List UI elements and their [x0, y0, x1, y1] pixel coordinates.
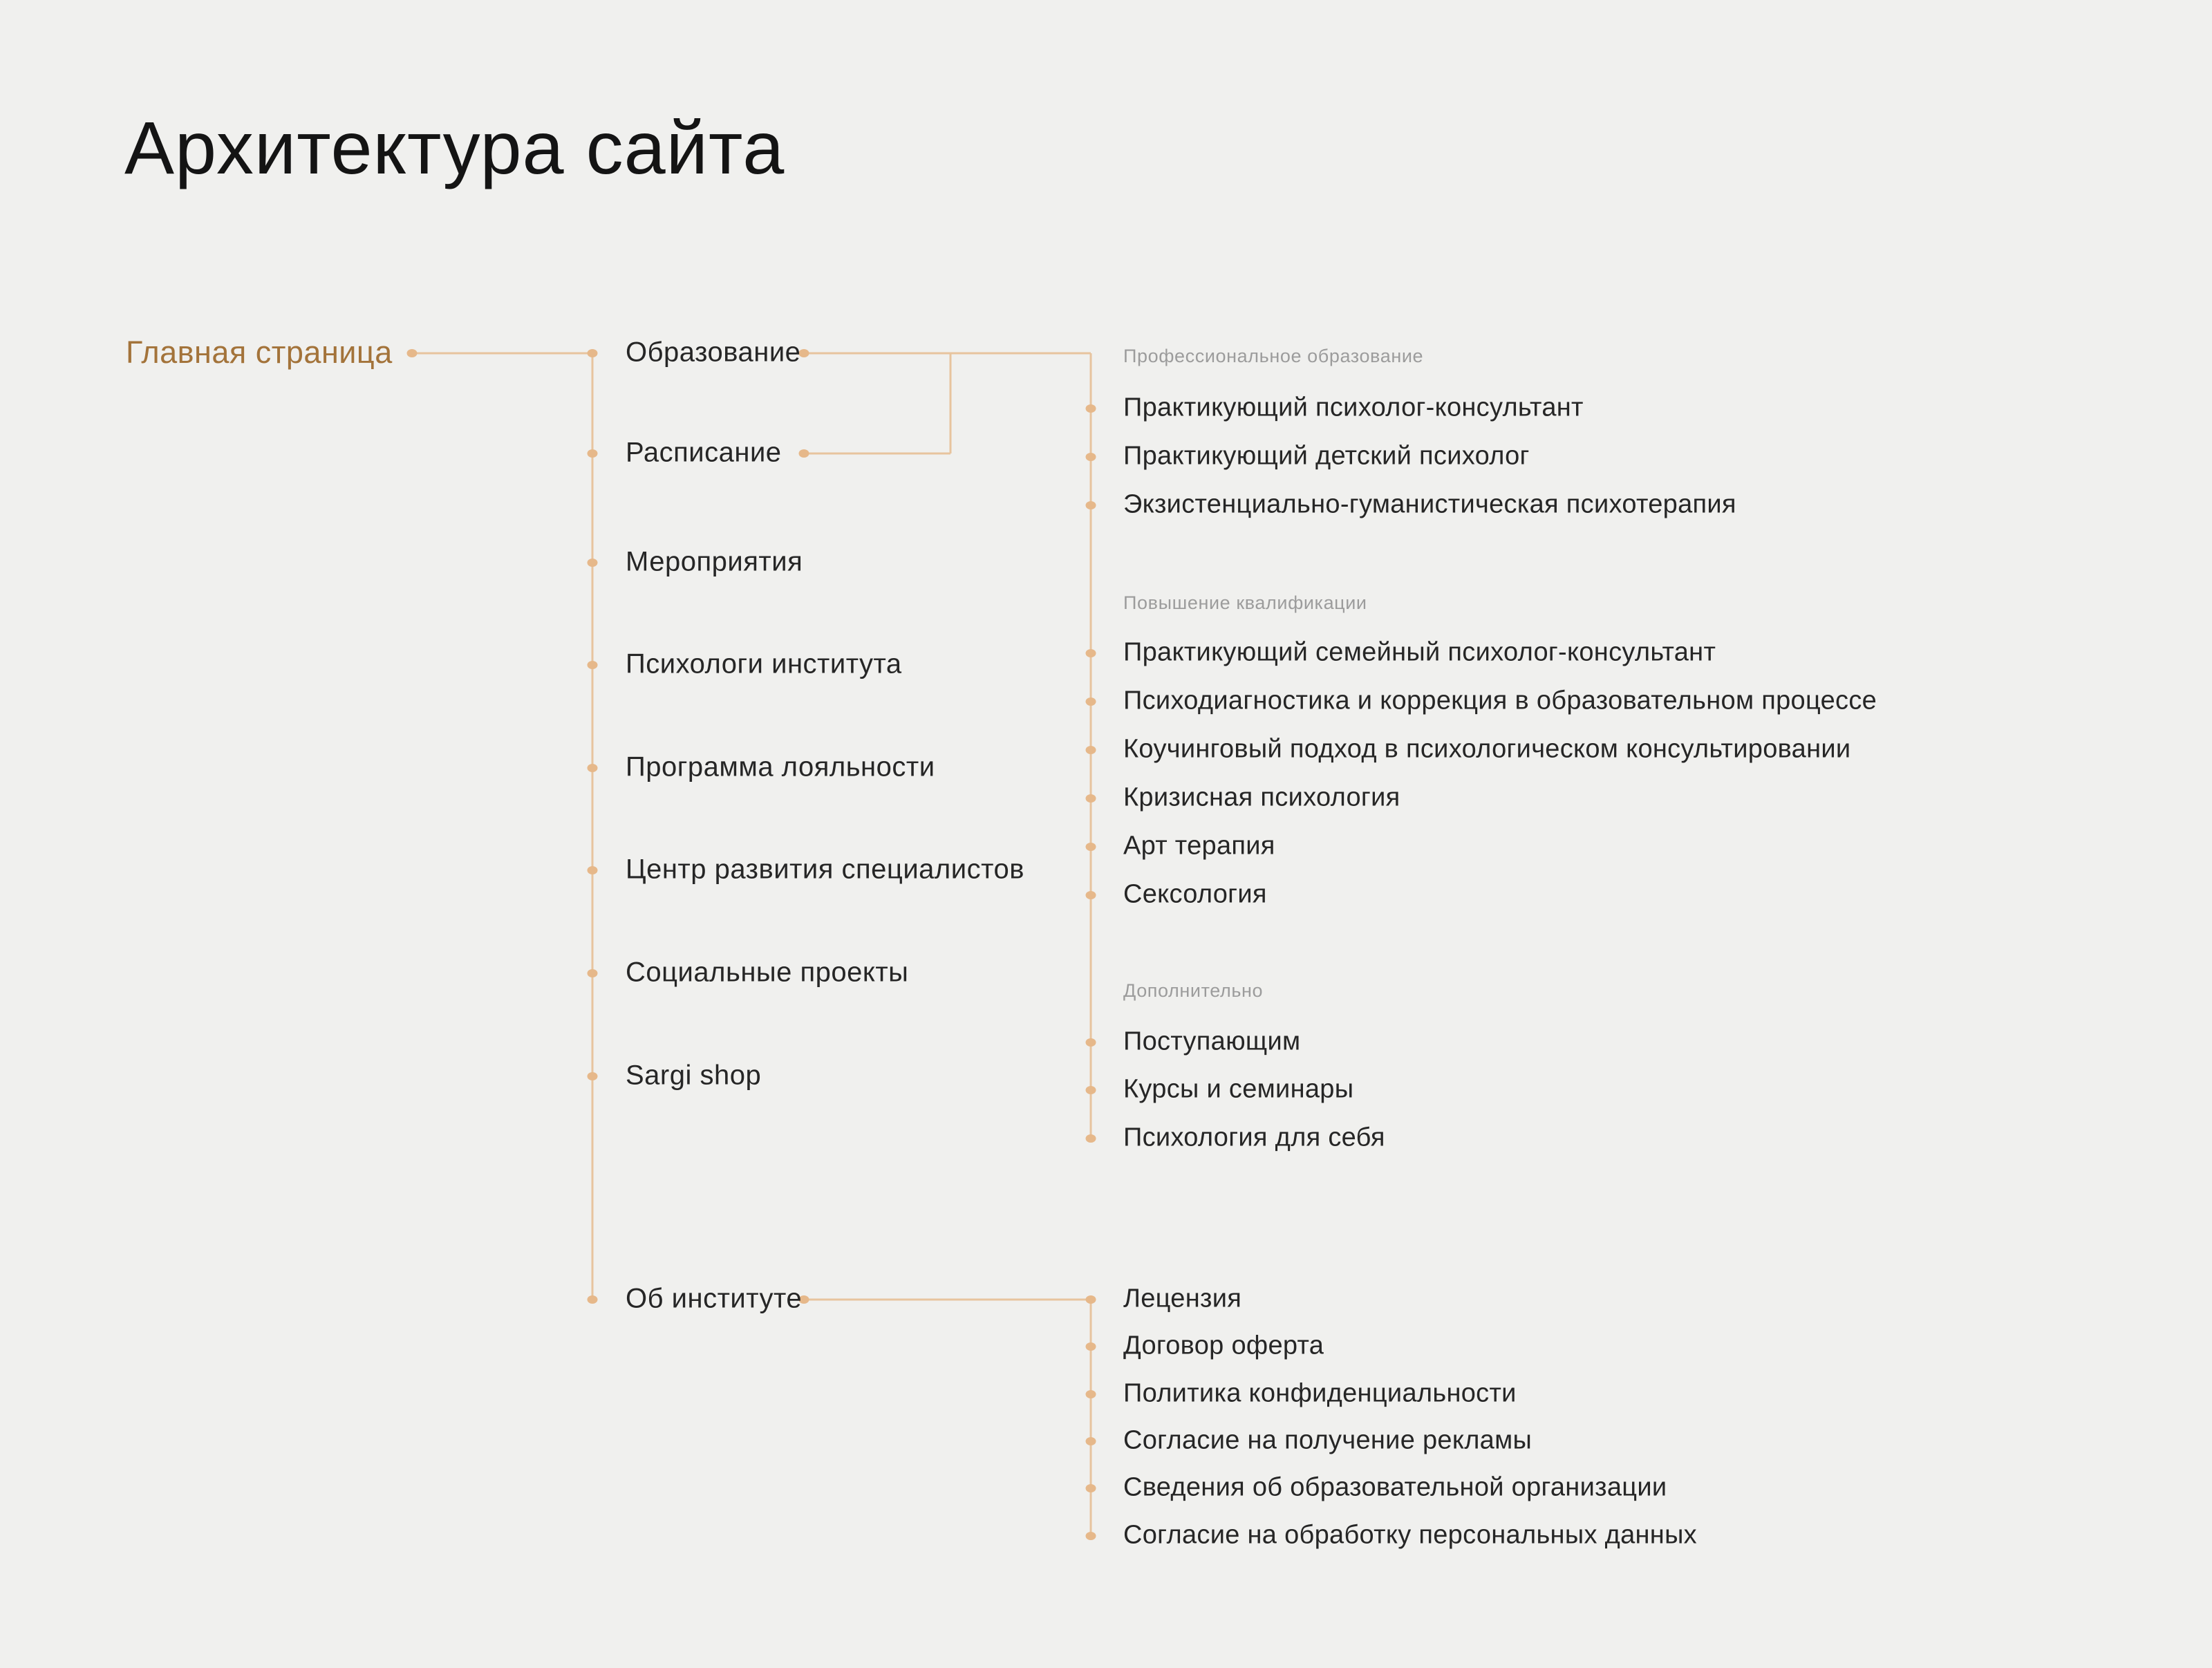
node-dot [1086, 1532, 1096, 1540]
node-dot [1086, 453, 1096, 461]
group-3-item-5: Согласие на обработку персональных данных [1123, 1520, 1697, 1550]
node-dot [588, 449, 598, 458]
node-dot [588, 969, 598, 977]
nav-item-1: Расписание [626, 437, 782, 468]
group-1-item-3: Кризисная психология [1123, 783, 1400, 812]
group-1-item-1: Психодиагностика и коррекция в образовательном процессе [1123, 686, 1877, 715]
node-dot [1086, 1295, 1096, 1304]
node-dot [1086, 649, 1096, 657]
node-dot [588, 559, 598, 567]
node-dot [1086, 891, 1096, 899]
group-0-item-2: Экзистенциально-гуманистическая психотерапия [1123, 489, 1736, 519]
group-2-header: Дополнительно [1123, 980, 1264, 1001]
group-1-item-0: Практикующий семейный психолог-консультант [1123, 637, 1716, 667]
group-2-item-1: Курсы и семинары [1123, 1074, 1354, 1104]
node-dot [1086, 794, 1096, 803]
group-3-item-4: Сведения об образовательной организации [1123, 1472, 1667, 1502]
group-1-item-4: Арт терапия [1123, 831, 1275, 861]
nav-item-4: Программа лояльности [626, 751, 935, 783]
node-dot [588, 1295, 598, 1304]
group-0-item-0: Практикующий психолог-консультант [1123, 393, 1584, 422]
node-dot [407, 349, 418, 357]
group-1-header: Повышение квалификации [1123, 592, 1367, 613]
nav-item-0: Образование [626, 337, 801, 368]
nav-item-2: Мероприятия [626, 546, 803, 577]
page-title: Архитектура сайта [124, 106, 785, 189]
node-dot [1086, 697, 1096, 706]
node-dot [588, 661, 598, 669]
group-1-item-5: Сексология [1123, 879, 1267, 909]
node-dot [1086, 1390, 1096, 1398]
node-dot [1086, 1437, 1096, 1445]
node-dot [588, 1072, 598, 1080]
node-dot [1086, 1134, 1096, 1143]
node-dot [1086, 1342, 1096, 1351]
group-3-item-2: Политика конфиденциальности [1123, 1378, 1517, 1408]
node-dot [1086, 1086, 1096, 1094]
group-3-item-0: Лецензия [1123, 1284, 1242, 1313]
nav-item-8: Об институте [626, 1283, 803, 1314]
group-2-item-2: Психология для себя [1123, 1123, 1385, 1152]
node-dot [588, 349, 598, 357]
node-dot [1086, 1484, 1096, 1492]
node-dot [1086, 746, 1096, 754]
root-node-label: Главная страница [126, 334, 393, 370]
nav-item-3: Психологи института [626, 648, 902, 680]
group-1-item-2: Коучинговый подход в психологическом консультировании [1123, 734, 1851, 764]
nav-item-7: Sargi shop [626, 1060, 762, 1091]
nav-item-5: Центр развития специалистов [626, 854, 1024, 885]
group-0-item-1: Практикующий детский психолог [1123, 441, 1530, 471]
node-dot [799, 449, 809, 458]
group-2-item-0: Поступающим [1123, 1027, 1301, 1056]
node-dot [1086, 1038, 1096, 1047]
group-3-item-1: Договор оферта [1123, 1331, 1324, 1360]
node-dot [1086, 501, 1096, 509]
group-3-item-3: Согласие на получение рекламы [1123, 1425, 1533, 1455]
node-dot [1086, 843, 1096, 851]
node-dot [588, 764, 598, 772]
node-dot [588, 866, 598, 874]
group-0-header: Профессиональное образование [1123, 345, 1424, 366]
nav-item-6: Социальные проекты [626, 957, 909, 988]
node-dot [1086, 404, 1096, 413]
